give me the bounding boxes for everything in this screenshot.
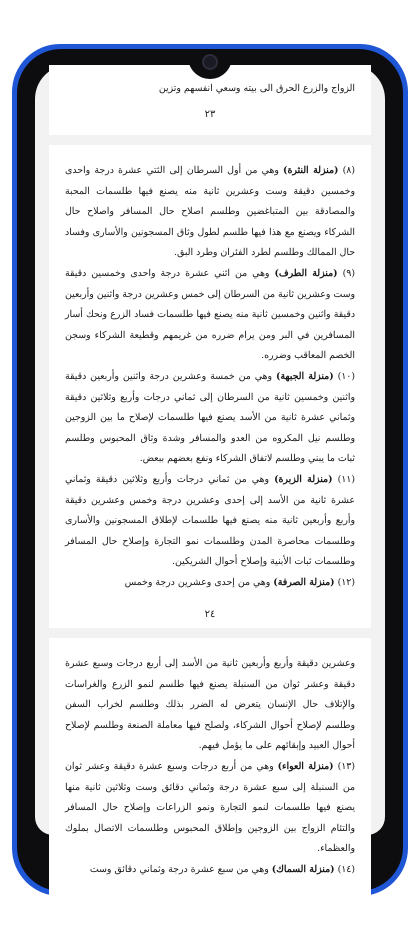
paragraph: (١٣) (منزلة العواء) وهي من أربع درجات وسبع عشرة دقيقة وعشر ثوان من السنبلة إلى سبع عشرة درجة وثماني دقائق وست وثلاثين ثانية منها يصنع فيها طلسمات لنمو التجارة ونمو الزراعات وإصلاح حال المسافر والتئام الزواج بين الزوجين وإطلاق المحبوس وطلسمات الاتصال بملوك والعظماء. [65,760,355,855]
front-camera-icon [202,54,218,70]
paragraph: (١١) (منزلة الزبرة) وهي من ثماني درجات وأربع وثلاثين دقيقة وثماني عشرة ثانية من الأسد إلى إحدى وعشرين درجة وخمس وعشرين دقيقة وأربع وأربعين ثانية منه يصنع فيها طلسمات لإطلاق المسجونين والأسارى وطلسمات محاصرة المدن وطلسمات نمو التجارة وإصلاح حال المسافر وطلسمات ثبات الأبنية وإصلاح أحوال الشريكين. [65,473,355,568]
paragraph: وعشرين دقيقة وأربع وأربعين ثانية من الأسد إلى أربع درجات وسبع عشرة دقيقة وعشر ثوان من السنبلة يصنع فيها طلسم لنمو الزرع والغراسات والإتلاف حال الإنسان يتعرض له الضرر بذلك وطلسم لخراب السفن وطلسم لإصلاح أحوال الشركاء، ولصلح فيها معاملة الصنعة وطلسم لإصلاح أحوال العبيد وإبقائهم على ما يؤمل فيهم. [65,658,355,752]
page-body [49,638,371,881]
paragraph: (١٢) (منزلة الصرفة) وهي من إحدى وعشرين درجة وخمس [124,576,355,588]
paragraph: (١٠) (منزلة الجبهة) وهي من خمسة وعشرين درجة واثنين وأربعين دقيقة واثنين وخمسين ثانية من السرطان إلى ثماني درجات وأربع وثلاثين دقيقة وثماني عشرة ثانية من الأسد يصنع فيها طلسمات لإصلاح ما بين الزوجين وطلسم نيل المكروه من العدو والمسافر وشدة وثاق المحبوس وطلسم ثبات ما يبني وطلسم لاتفاق الشركاء ونفع بعضهم ببعض. [65,370,355,465]
paragraph: (٩) (منزلة الطرف) وهي من اثني عشرة درجة واحدى وخمسين دقيقة وست وعشرين ثانية من السرطان إلى خمس وعشرين درجة واثنين وأربعين دقيقة واثنين وخمسين ثانية منه يصنع فيها طلسمات فساد الزرع ونحك أسار المسافرين في البر ومن يرام ضرره من غريمهم وقطيعة الشركاء وسجن الخصم المعاقب وضرره. [65,267,355,362]
reader-screen[interactable] [35,65,385,875]
page-body [49,145,371,593]
page-number: ٢٣ [204,109,216,120]
phone-bezel [17,49,403,891]
phone-frame [12,44,408,896]
paragraph: (١٤) (منزلة السماك) وهي من سبع عشرة درجة وثماني دقائق وست [89,863,355,875]
paragraph: (٨) (منزلة النثرة) وهي من أول السرطان إلى الثتي عشرة درجة واحدى وخمسين دقيقة وست وعشرين ثانية منه يصنع فيها طلسمات المحبة والمصادقة بين المتباغضين وطلسم اصلاح حال المسافر واصلاح حال الشركاء ويصنع مع هذا فيها طلسم لطول وثاق المسجونين والأسارى وفساد حال الممالك وطلسم لطرد الفئران وطرد البق. [65,165,356,259]
page-next [49,638,371,938]
page-text-cut-line: الزواج والزرع الحرق الى بيته وسعي انفسهم وتزين [158,83,355,94]
page-current [49,145,371,628]
page-number: ٢٤ [204,609,216,620]
